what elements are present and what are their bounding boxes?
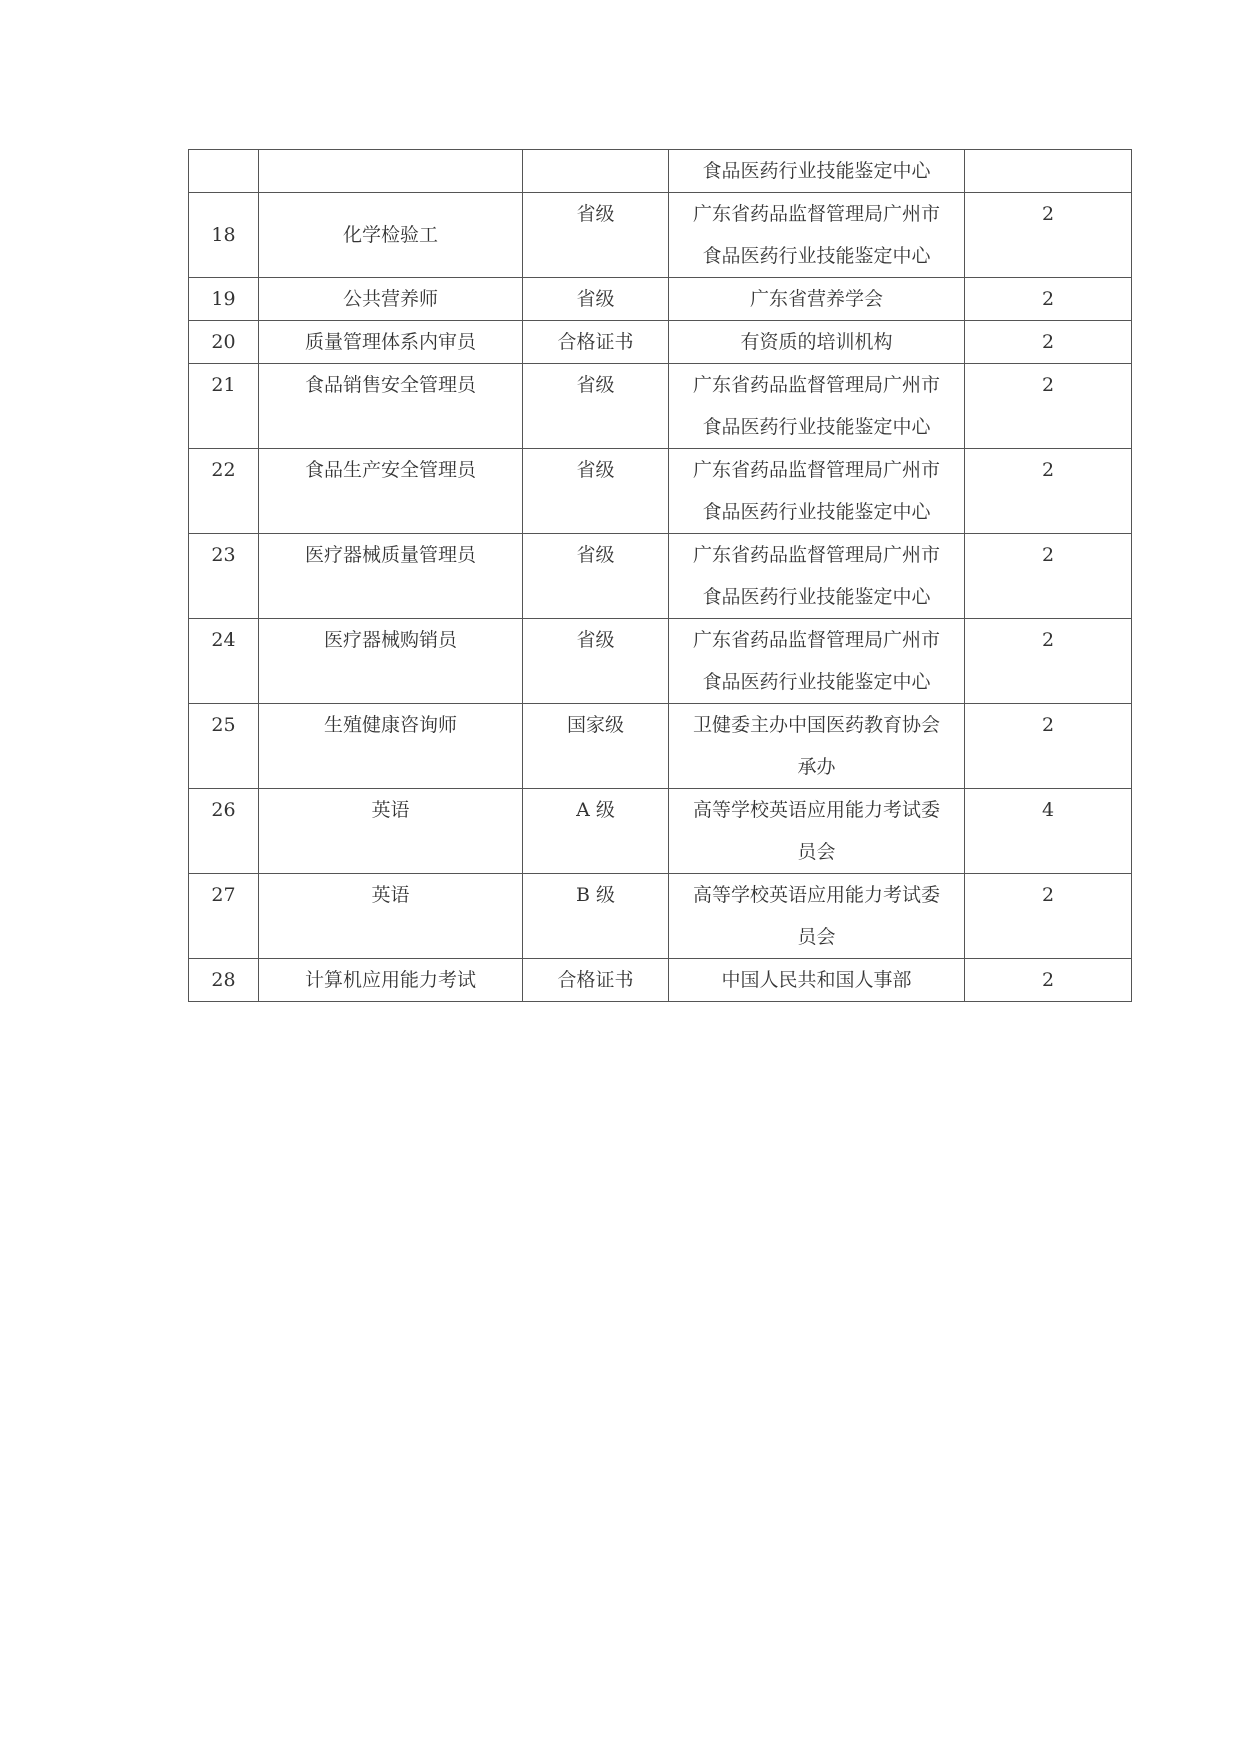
table-row: [189, 321, 1132, 364]
certificate-name: 医疗器械购销员: [259, 619, 523, 704]
certificate-level: 合格证书: [523, 321, 669, 364]
certificate-table: [188, 149, 1132, 1002]
certificate-level: 省级: [523, 364, 669, 449]
table-row: [189, 534, 1132, 619]
issuer-line: 广东省药品监督管理局广州市: [692, 203, 940, 225]
certificate-name: 食品生产安全管理员: [259, 449, 523, 534]
issuing-body: [669, 874, 965, 959]
issuing-body: [669, 364, 965, 449]
row-number: 23: [189, 534, 259, 619]
issuer-line: 高等学校英语应用能力考试委: [692, 799, 940, 821]
certificate-level: 省级: [523, 193, 669, 278]
issuer-line: 广东省药品监督管理局广州市: [692, 374, 940, 396]
table-row: [189, 193, 1132, 278]
credit-value: 2: [965, 959, 1132, 1002]
certificate-level: 合格证书: [523, 959, 669, 1002]
issuer-line: 食品医药行业技能鉴定中心: [702, 245, 931, 267]
issuing-body: [669, 150, 965, 193]
certificate-level: 省级: [523, 534, 669, 619]
issuer-line: 广东省药品监督管理局广州市: [692, 544, 940, 566]
row-number: 19: [189, 278, 259, 321]
issuer-line: 卫健委主办中国医药教育协会: [692, 714, 940, 736]
certificate-level: 国家级: [523, 704, 669, 789]
credit-value: 2: [965, 193, 1132, 278]
credit-value: 2: [965, 874, 1132, 959]
row-number: 20: [189, 321, 259, 364]
certificate-level: [523, 150, 669, 193]
issuer-line: 有资质的培训机构: [740, 331, 893, 353]
row-number: 22: [189, 449, 259, 534]
issuer-line: 广东省营养学会: [749, 288, 883, 310]
certificate-name: 生殖健康咨询师: [259, 704, 523, 789]
certificate-name: 质量管理体系内审员: [259, 321, 523, 364]
certificate-level: 省级: [523, 449, 669, 534]
certificate-name: 化学检验工: [259, 193, 523, 278]
table-row: [189, 789, 1132, 874]
issuing-body: [669, 619, 965, 704]
credit-value: 2: [965, 321, 1132, 364]
row-number: 26: [189, 789, 259, 874]
row-number: 21: [189, 364, 259, 449]
certificate-level: A 级: [523, 789, 669, 874]
row-number: 28: [189, 959, 259, 1002]
credit-value: 2: [965, 534, 1132, 619]
certificate-name: 食品销售安全管理员: [259, 364, 523, 449]
issuer-line: 员会: [797, 926, 836, 948]
credit-value: 2: [965, 619, 1132, 704]
issuing-body: [669, 449, 965, 534]
issuer-line: 广东省药品监督管理局广州市: [692, 629, 940, 651]
certificate-name: [259, 150, 523, 193]
credit-value: 4: [965, 789, 1132, 874]
credit-value: [965, 150, 1132, 193]
issuing-body: [669, 278, 965, 321]
table-row: [189, 619, 1132, 704]
credit-value: 2: [965, 278, 1132, 321]
issuer-line: 承办: [797, 756, 836, 778]
issuer-line: 中国人民共和国人事部: [721, 969, 912, 991]
row-number: 24: [189, 619, 259, 704]
issuing-body: [669, 534, 965, 619]
issuer-line: 食品医药行业技能鉴定中心: [702, 501, 931, 523]
table-row: [189, 874, 1132, 959]
row-number: 27: [189, 874, 259, 959]
certificate-level: 省级: [523, 619, 669, 704]
issuer-line: 食品医药行业技能鉴定中心: [702, 160, 931, 182]
certificate-name: 英语: [259, 874, 523, 959]
table-row: [189, 959, 1132, 1002]
credit-value: 2: [965, 364, 1132, 449]
issuer-line: 食品医药行业技能鉴定中心: [702, 586, 931, 608]
credit-value: 2: [965, 449, 1132, 534]
table-row: [189, 449, 1132, 534]
issuing-body: [669, 321, 965, 364]
certificate-name: 英语: [259, 789, 523, 874]
certificate-level: 省级: [523, 278, 669, 321]
issuer-line: 员会: [797, 841, 836, 863]
certificate-name: 医疗器械质量管理员: [259, 534, 523, 619]
certificate-name: 计算机应用能力考试: [259, 959, 523, 1002]
row-number: [189, 150, 259, 193]
table-row: [189, 150, 1132, 193]
issuer-line: 广东省药品监督管理局广州市: [692, 459, 940, 481]
table-row: [189, 704, 1132, 789]
certificate-name: 公共营养师: [259, 278, 523, 321]
certificate-level: B 级: [523, 874, 669, 959]
issuer-line: 高等学校英语应用能力考试委: [692, 884, 940, 906]
issuing-body: [669, 704, 965, 789]
issuing-body: [669, 789, 965, 874]
issuer-line: 食品医药行业技能鉴定中心: [702, 416, 931, 438]
issuing-body: [669, 193, 965, 278]
table-row: [189, 364, 1132, 449]
issuer-line: 食品医药行业技能鉴定中心: [702, 671, 931, 693]
row-number: 25: [189, 704, 259, 789]
table-row: [189, 278, 1132, 321]
row-number: 18: [189, 193, 259, 278]
issuing-body: [669, 959, 965, 1002]
credit-value: 2: [965, 704, 1132, 789]
